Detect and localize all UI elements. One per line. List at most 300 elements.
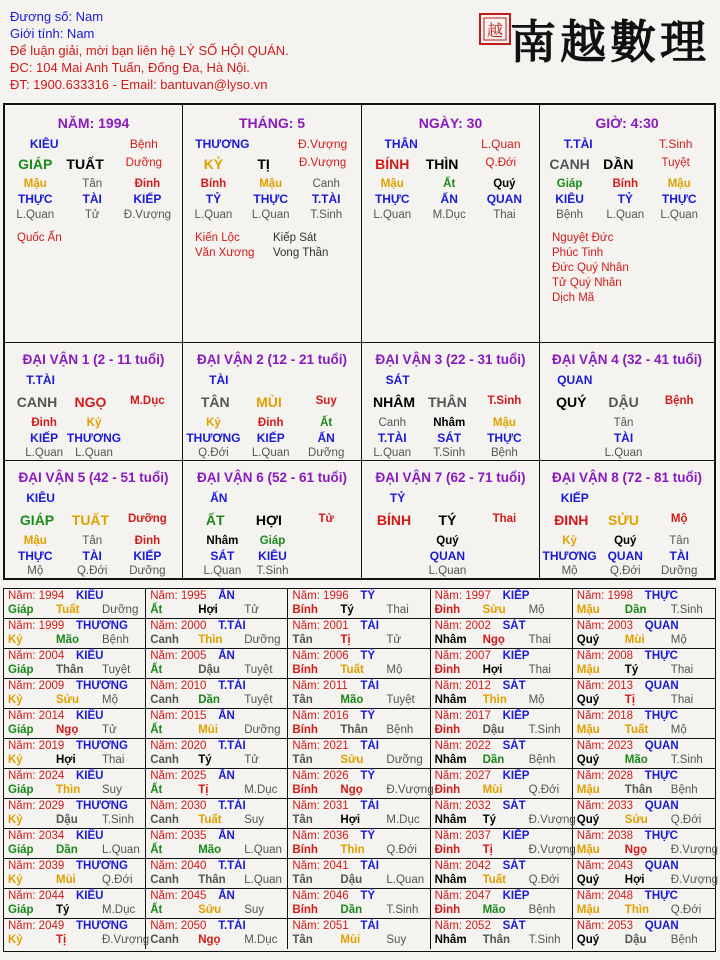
year-status: Dưỡng: [102, 604, 139, 616]
year-branch: Mùi: [56, 874, 76, 886]
year-status: Thai: [528, 664, 551, 676]
year-branch: Tuất: [340, 664, 364, 676]
year-cell: [4, 739, 146, 769]
dai-van-hidden-status: Bệnh: [490, 447, 518, 459]
year-ten-god: ẤN: [218, 770, 235, 782]
dai-van-title: ĐẠI VẬN 1 (2 - 11 tuổi): [22, 352, 165, 367]
year-label: Năm: 2045: [150, 890, 207, 902]
hidden-stem: Ất: [443, 178, 456, 190]
hidden-status: M.Dục: [432, 209, 466, 221]
year-status: Đ.Vượng: [386, 784, 434, 796]
dai-van-title: ĐẠI VẬN 7 (62 - 71 tuổi): [375, 470, 526, 485]
year-ten-god: SÁT: [502, 740, 526, 752]
hidden-ten-god: ẤN: [440, 192, 458, 206]
hidden-stem: Bính: [200, 178, 227, 190]
year-status: Dưỡng: [244, 634, 281, 646]
year-branch: Sửu: [624, 814, 648, 826]
year-label: Năm: 2012: [434, 680, 491, 692]
year-stem: Đinh: [434, 604, 461, 616]
year-cell: [4, 619, 146, 649]
year-stem: Canh: [150, 814, 179, 826]
year-ten-god: KIẾP: [502, 890, 530, 902]
dai-van-ten-god: ẤN: [210, 491, 228, 505]
dai-van-hidden-ten-god: SÁT: [210, 549, 235, 563]
year-cell: [4, 769, 146, 799]
year-ten-god: ẤN: [218, 590, 235, 602]
year-status: Thai: [670, 664, 694, 676]
year-ten-god: KIẾP: [502, 590, 530, 602]
year-table: [3, 588, 716, 952]
star-item: Văn Xương: [195, 247, 255, 259]
year-ten-god: TÀI: [360, 680, 379, 692]
dai-van-status: M.Dục: [130, 395, 165, 407]
dai-van-status: Dưỡng: [127, 513, 167, 525]
year-label: Năm: 2024: [8, 770, 65, 782]
year-branch: Hợi: [340, 814, 361, 826]
ten-god-top: THƯƠNG: [195, 137, 250, 151]
dai-van-hidden-stem: Ất: [320, 417, 333, 429]
year-stem: Giáp: [8, 664, 34, 676]
year-branch: Mão: [56, 634, 79, 646]
year-branch: Thìn: [198, 634, 223, 646]
year-label: Năm: 2009: [8, 680, 65, 692]
dai-van-ten-god: QUAN: [557, 373, 593, 387]
year-branch: Sửu: [56, 694, 80, 706]
dai-van-branch: THÂN: [427, 394, 467, 410]
year-cell: [288, 829, 430, 859]
year-stem: Kỷ: [8, 874, 23, 886]
year-stem: Bính: [292, 664, 318, 676]
year-branch: Thân: [198, 874, 226, 886]
hidden-status: L.Quan: [194, 209, 233, 221]
year-branch: Thìn: [624, 904, 650, 916]
year-stem: Giáp: [8, 904, 34, 916]
pillar-title: NĂM: 1994: [57, 115, 130, 131]
year-branch: Ngọ: [482, 634, 505, 646]
year-label: Năm: 2004: [8, 650, 65, 662]
dai-van-hidden-ten-god: TÀI: [669, 549, 689, 563]
dai-van-cell: [183, 461, 362, 580]
dai-van-status: Mộ: [670, 513, 688, 525]
dai-van-title: ĐẠI VẬN 2 (12 - 21 tuổi): [196, 352, 348, 367]
year-label: Năm: 2011: [292, 680, 348, 692]
dai-van-hidden-ten-god: KIẾP: [256, 431, 285, 445]
dai-van-hidden-status: L.Quan: [373, 447, 412, 459]
year-label: Năm: 2029: [8, 800, 65, 812]
hidden-status: Thai: [493, 209, 516, 221]
year-ten-god: ẤN: [218, 650, 235, 662]
dai-van-hidden-ten-god: TÀI: [613, 431, 634, 445]
year-branch: Thìn: [56, 784, 81, 796]
dai-van-branch: TUẤT: [71, 512, 110, 528]
year-ten-god: T.TÀI: [218, 680, 246, 692]
year-cell: [573, 709, 715, 739]
dai-van-hidden-stem: Giáp: [259, 535, 286, 547]
year-branch: Hợi: [482, 664, 503, 676]
dai-van-hidden-stem: Đinh: [257, 417, 284, 429]
year-stem: Quý: [576, 634, 600, 646]
hidden-ten-god: TỶ: [205, 192, 222, 206]
year-label: Năm: 2053: [576, 920, 634, 932]
hidden-status: Đ.Vượng: [123, 209, 171, 221]
status-top: L.Quan: [481, 137, 521, 151]
dai-van-branch: HỢI: [255, 512, 282, 528]
year-label: Năm: 2002: [434, 620, 491, 632]
year-cell: [288, 709, 430, 739]
year-status: Tuyệt: [244, 664, 273, 676]
star-item: Đức Quý Nhân: [552, 262, 629, 274]
year-label: Năm: 2028: [576, 770, 634, 782]
dai-van-cell: [5, 343, 183, 461]
year-ten-god: TÀI: [360, 740, 379, 752]
year-branch: Mão: [198, 844, 222, 856]
year-branch: Tị: [340, 634, 351, 646]
dai-van-hidden-stem: Quý: [614, 535, 637, 547]
year-stem: Quý: [576, 754, 600, 766]
year-branch: Tý: [624, 664, 639, 676]
dai-van-hidden-stem: Mậu: [492, 417, 516, 429]
dai-van-cell: [540, 461, 714, 580]
year-ten-god: KIẾP: [502, 770, 530, 782]
heavenly-stem: GIÁP: [18, 156, 53, 172]
year-ten-god: THƯƠNG: [76, 860, 128, 872]
year-cell: [573, 589, 715, 619]
gender-line: Giới tính: Nam: [10, 26, 95, 41]
pillar-cell: [5, 105, 183, 343]
year-label: Năm: 2001: [292, 620, 349, 632]
dai-van-hidden-ten-god: KIẾP: [133, 549, 162, 563]
dai-van-hidden-status: Dưỡng: [308, 447, 345, 459]
year-ten-god: TỶ: [360, 830, 376, 842]
year-branch: Tuất: [624, 724, 649, 736]
year-label: Năm: 2014: [8, 710, 65, 722]
dai-van-title: ĐẠI VẬN 8 (72 - 81 tuổi): [551, 470, 703, 485]
year-status: Đ.Vượng: [102, 934, 150, 946]
year-ten-god: QUAN: [644, 620, 679, 632]
hidden-stem: Mậu: [667, 178, 691, 190]
dai-van-hidden-status: L.Quan: [203, 565, 242, 577]
year-label: Năm: 2034: [8, 830, 65, 842]
year-ten-god: TỶ: [360, 590, 376, 602]
pillar-cell: [540, 105, 714, 343]
year-branch: Mùi: [198, 724, 218, 736]
year-ten-god: KIẾP: [502, 710, 530, 722]
year-branch: Mùi: [482, 784, 503, 796]
year-branch: Tý: [482, 814, 497, 826]
dai-van-title: ĐẠI VẬN 4 (32 - 41 tuổi): [551, 352, 703, 367]
dai-van-hidden-stem: Đinh: [31, 417, 57, 429]
svg-text:南越數理: 南越數理: [510, 15, 710, 69]
star-item: Nguyệt Đức: [552, 232, 614, 244]
dai-van-status: Tử: [318, 513, 334, 525]
year-cell: [431, 919, 573, 949]
year-status: Thai: [670, 694, 694, 706]
year-label: Năm: 2022: [434, 740, 491, 752]
year-branch: Mùi: [340, 934, 361, 946]
year-branch: Ngọ: [56, 724, 79, 736]
dai-van-hidden-stem: Tân: [669, 535, 690, 547]
owner-line: Đương số: Nam: [10, 9, 104, 24]
dai-van-hidden-stem: Kỷ: [86, 417, 102, 429]
year-status: Mộ: [386, 664, 403, 676]
earthly-branch: TUẤT: [66, 156, 104, 172]
year-ten-god: THỰC: [644, 650, 678, 662]
year-cell: [146, 619, 288, 649]
hidden-stem: Mậu: [380, 178, 404, 190]
hidden-stem: Bính: [612, 178, 639, 190]
year-label: Năm: 2025: [150, 770, 207, 782]
year-branch: Dậu: [482, 724, 505, 736]
year-branch: Tuất: [198, 814, 222, 826]
year-branch: Dậu: [56, 814, 78, 826]
star-item: Kiếp Sát: [273, 232, 317, 244]
year-branch: Ngọ: [198, 934, 221, 946]
dai-van-ten-god: TỶ: [389, 491, 406, 505]
year-cell: [4, 919, 150, 949]
year-stem: Giáp: [8, 724, 34, 736]
hidden-stem: Tân: [82, 178, 103, 190]
dai-van-status: Thai: [492, 513, 517, 525]
year-label: Năm: 2040: [150, 860, 207, 872]
year-ten-god: SÁT: [502, 800, 526, 812]
dai-van-hidden-status: Q.Đới: [198, 447, 229, 459]
hidden-ten-god: THỰC: [374, 192, 410, 206]
year-cell: [431, 709, 573, 739]
year-branch: Mùi: [624, 634, 645, 646]
year-cell: [146, 589, 288, 619]
hidden-ten-god: TÀI: [82, 192, 102, 206]
year-cell: [573, 649, 715, 679]
year-status: Bệnh: [102, 634, 129, 646]
year-stem: Canh: [150, 694, 179, 706]
year-cell: [573, 859, 718, 889]
year-ten-god: THỰC: [644, 590, 678, 602]
year-status: Mộ: [528, 604, 545, 616]
star-item: Kiến Lộc: [195, 232, 240, 244]
dai-van-hidden-status: Mộ: [561, 565, 578, 577]
dai-van-hidden-stem: Canh: [378, 417, 406, 429]
phone-email-line: ĐT: 1900.633316 - Email: bantuvan@lyso.vn: [10, 77, 268, 92]
year-label: Năm: 1998: [576, 590, 634, 602]
year-label: Năm: 2031: [292, 800, 349, 812]
year-branch: Sửu: [198, 904, 222, 916]
pillar-cell: [183, 105, 362, 343]
hidden-status: L.Quan: [251, 209, 290, 221]
year-stem: Bính: [292, 724, 318, 736]
dai-van-hidden-ten-god: T.TÀI: [377, 431, 407, 445]
year-label: Năm: 2027: [434, 770, 491, 782]
year-branch: Tuất: [56, 604, 80, 616]
year-label: Năm: 2017: [434, 710, 491, 722]
year-label: Năm: 2007: [434, 650, 491, 662]
year-status: Bệnh: [386, 724, 414, 736]
year-cell: [573, 769, 715, 799]
year-cell: [573, 799, 715, 829]
year-ten-god: T.TÀI: [218, 620, 246, 632]
year-stem: Đinh: [434, 904, 461, 916]
year-stem: Bính: [292, 784, 318, 796]
year-branch: Tý: [56, 904, 70, 916]
dai-van-hidden-ten-god: SÁT: [437, 431, 462, 445]
year-status: Mộ: [102, 694, 118, 706]
year-label: Năm: 2015: [150, 710, 207, 722]
year-stem: Mậu: [576, 904, 600, 916]
year-cell: [4, 799, 146, 829]
year-status: Dưỡng: [244, 724, 281, 736]
dai-van-status: Suy: [315, 395, 337, 407]
dai-van-hidden-ten-god: KIÊU: [258, 549, 287, 563]
year-label: Năm: 2042: [434, 860, 491, 872]
hidden-status: T.Sinh: [310, 209, 343, 221]
year-stem: Quý: [576, 874, 600, 886]
year-branch: Tị: [482, 844, 493, 856]
year-ten-god: SÁT: [502, 860, 526, 872]
dai-van-hidden-status: L.Quan: [75, 447, 113, 459]
year-cell: [573, 829, 718, 859]
year-stem: Tân: [292, 754, 313, 766]
dai-van-hidden-status: T.Sinh: [433, 447, 466, 459]
year-stem: Tân: [292, 814, 313, 826]
year-cell: [288, 799, 430, 829]
dai-van-hidden-ten-god: THƯƠNG: [186, 431, 241, 445]
dai-van-cell: [183, 343, 362, 461]
year-cell: [431, 649, 573, 679]
year-stem: Kỷ: [8, 814, 23, 826]
year-cell: [431, 619, 573, 649]
year-stem: Kỷ: [8, 694, 23, 706]
year-ten-god: KIÊU: [76, 650, 104, 662]
year-cell: [573, 739, 715, 769]
hidden-status: Tử: [84, 209, 100, 221]
year-status: L.Quan: [244, 874, 282, 886]
year-branch: Dần: [482, 754, 505, 766]
year-label: Năm: 2016: [292, 710, 349, 722]
year-stem: Giáp: [8, 784, 34, 796]
dai-van-title: ĐẠI VẬN 5 (42 - 51 tuổi): [18, 470, 169, 485]
year-cell: [288, 619, 430, 649]
year-status: L.Quan: [386, 874, 425, 886]
year-label: Năm: 1996: [292, 590, 349, 602]
year-label: Năm: 2006: [292, 650, 349, 662]
dai-van-stem: NHÂM: [373, 394, 416, 410]
year-status: Tử: [386, 634, 402, 646]
dai-van-stem: BÍNH: [376, 512, 412, 528]
year-stem: Đinh: [434, 664, 461, 676]
dai-van-ten-god: SÁT: [385, 373, 410, 387]
year-ten-god: TÀI: [360, 920, 379, 932]
year-label: Năm: 2020: [150, 740, 207, 752]
year-cell: [431, 859, 573, 889]
hidden-status: L.Quan: [606, 209, 645, 221]
year-status: Suy: [102, 784, 122, 796]
dai-van-stem: GIÁP: [19, 512, 55, 528]
year-label: Năm: 2039: [8, 860, 65, 872]
dai-van-hidden-stem: Quý: [436, 535, 459, 547]
year-cell: [146, 889, 288, 919]
year-stem: Nhâm: [434, 934, 467, 946]
year-cell: [431, 889, 573, 919]
year-status: Tử: [244, 604, 259, 616]
year-ten-god: QUAN: [644, 800, 679, 812]
year-cell: [431, 799, 576, 829]
year-ten-god: QUAN: [644, 860, 679, 872]
year-stem: Canh: [150, 874, 179, 886]
year-status: Tuyệt: [244, 694, 273, 706]
year-label: Năm: 1994: [8, 590, 65, 602]
year-cell: [4, 829, 146, 859]
year-ten-god: TÀI: [360, 860, 379, 872]
year-status: M.Dục: [244, 784, 278, 796]
year-label: Năm: 2043: [576, 860, 634, 872]
year-status: M.Dục: [102, 904, 136, 916]
year-status: Q.Đới: [528, 874, 560, 886]
year-ten-god: ẤN: [218, 890, 235, 902]
star-item: Dịch Mã: [552, 292, 595, 304]
year-status: Mộ: [528, 694, 545, 706]
heavenly-stem: BÍNH: [375, 156, 410, 172]
year-label: Năm: 2041: [292, 860, 349, 872]
dai-van-hidden-ten-god: QUAN: [607, 549, 643, 563]
year-stem: Nhâm: [434, 634, 467, 646]
pillar-cell: [362, 105, 540, 343]
year-stem: Tân: [292, 874, 313, 886]
year-status: Q.Đới: [102, 874, 133, 886]
year-stem: Ất: [150, 664, 163, 676]
year-status: Thai: [102, 754, 125, 766]
stars-left: [195, 231, 254, 261]
hidden-ten-god: THỰC: [17, 192, 53, 206]
year-stem: Nhâm: [434, 814, 467, 826]
year-cell: [146, 769, 288, 799]
year-cell: [4, 589, 146, 619]
year-stem: Mậu: [576, 664, 600, 676]
year-stem: Mậu: [576, 784, 600, 796]
year-label: Năm: 2003: [576, 620, 634, 632]
ten-god-top: T.TÀI: [563, 137, 593, 151]
dai-van-hidden-status: Dưỡng: [129, 565, 166, 577]
dai-van-hidden-ten-god: THƯƠNG: [542, 549, 597, 563]
branch-status: Q.Đới: [485, 157, 517, 169]
status-top: Đ.Vượng: [297, 137, 348, 151]
year-cell: [573, 679, 715, 709]
year-label: Năm: 2047: [434, 890, 491, 902]
year-cell: [146, 679, 288, 709]
year-branch: Tý: [340, 604, 354, 616]
year-status: Q.Đới: [528, 784, 560, 796]
dai-van-hidden-status: Dưỡng: [661, 565, 698, 577]
brand-logo: [478, 8, 714, 74]
year-cell: [573, 619, 715, 649]
year-stem: Nhâm: [434, 694, 467, 706]
dai-van-hidden-stem: Kỷ: [562, 535, 577, 547]
year-stem: Quý: [576, 934, 600, 946]
year-branch: Ngọ: [340, 784, 363, 796]
year-label: Năm: 2005: [150, 650, 207, 662]
pillar-title: THÁNG: 5: [238, 115, 306, 131]
year-branch: Tị: [624, 694, 636, 706]
hidden-stem: Mậu: [23, 178, 47, 190]
year-cell: [146, 859, 288, 889]
year-cell: [4, 679, 146, 709]
year-label: Năm: 2023: [576, 740, 634, 752]
year-ten-god: T.TÀI: [218, 920, 246, 932]
year-status: Tuyệt: [102, 664, 131, 676]
year-status: Đ.Vượng: [528, 814, 576, 826]
dai-van-title: ĐẠI VẬN 3 (22 - 31 tuổi): [375, 352, 526, 367]
stars-right: [273, 231, 328, 261]
year-status: T.Sinh: [528, 724, 561, 736]
dai-van-hidden-stem: Kỷ: [206, 417, 221, 429]
